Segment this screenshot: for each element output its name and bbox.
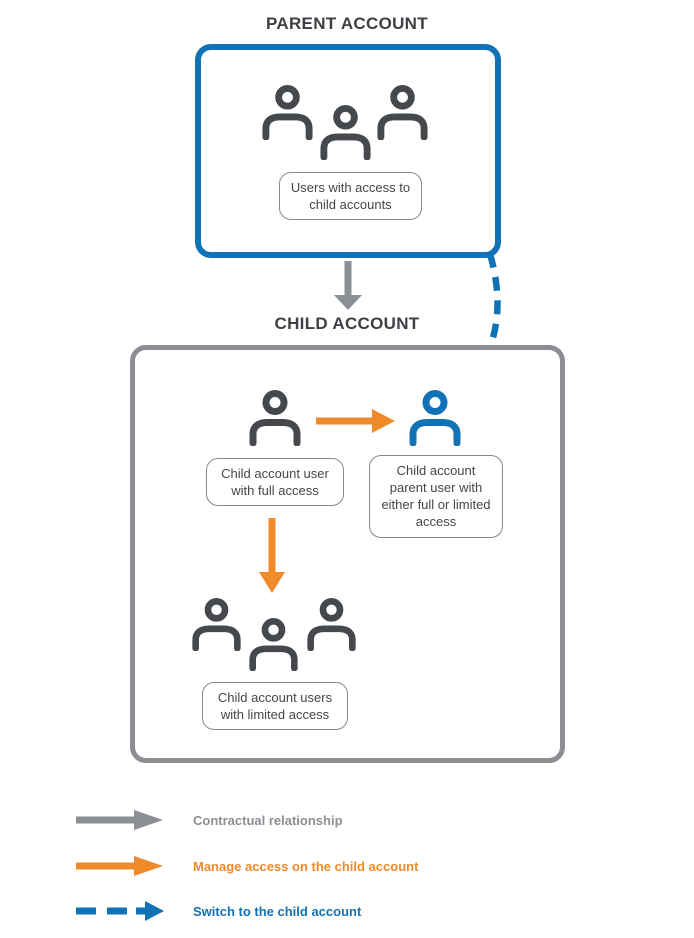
legend-item-switch-account <box>76 897 361 925</box>
user-icon <box>375 85 430 140</box>
parent-account-box <box>195 44 501 258</box>
user-icon <box>190 598 243 651</box>
user-icon <box>260 85 315 140</box>
full-access-user-label: Child account user with full access <box>206 458 344 506</box>
user-icon <box>247 618 300 671</box>
switch-account-arrow-icon <box>76 899 164 923</box>
legend-label: Switch to the child account <box>193 903 362 919</box>
parent-user-label: Child account parent user with either full or limited access <box>369 455 503 538</box>
user-icon <box>318 105 373 160</box>
contractual-arrow-icon <box>76 808 164 832</box>
legend-item-manage-access <box>76 852 418 880</box>
legend-label: Manage access on the child account <box>193 858 419 874</box>
manage-access-arrow-right <box>316 408 396 434</box>
legend-item-contractual <box>76 806 343 834</box>
limited-users-label: Child account users with limited access <box>202 682 348 730</box>
contractual-relationship-arrow <box>333 261 363 311</box>
parent-user-icon <box>407 390 463 446</box>
legend-label: Contractual relationship <box>193 812 343 828</box>
child-account-box <box>130 345 565 763</box>
child-account-title: CHILD ACCOUNT <box>274 314 420 333</box>
full-access-user-icon <box>247 390 303 446</box>
manage-access-arrow-down <box>258 518 286 594</box>
parent-users-label: Users with access to child accounts <box>279 172 422 220</box>
user-icon <box>305 598 358 651</box>
parent-account-title: PARENT ACCOUNT <box>266 14 428 33</box>
manage-access-arrow-icon <box>76 854 164 878</box>
